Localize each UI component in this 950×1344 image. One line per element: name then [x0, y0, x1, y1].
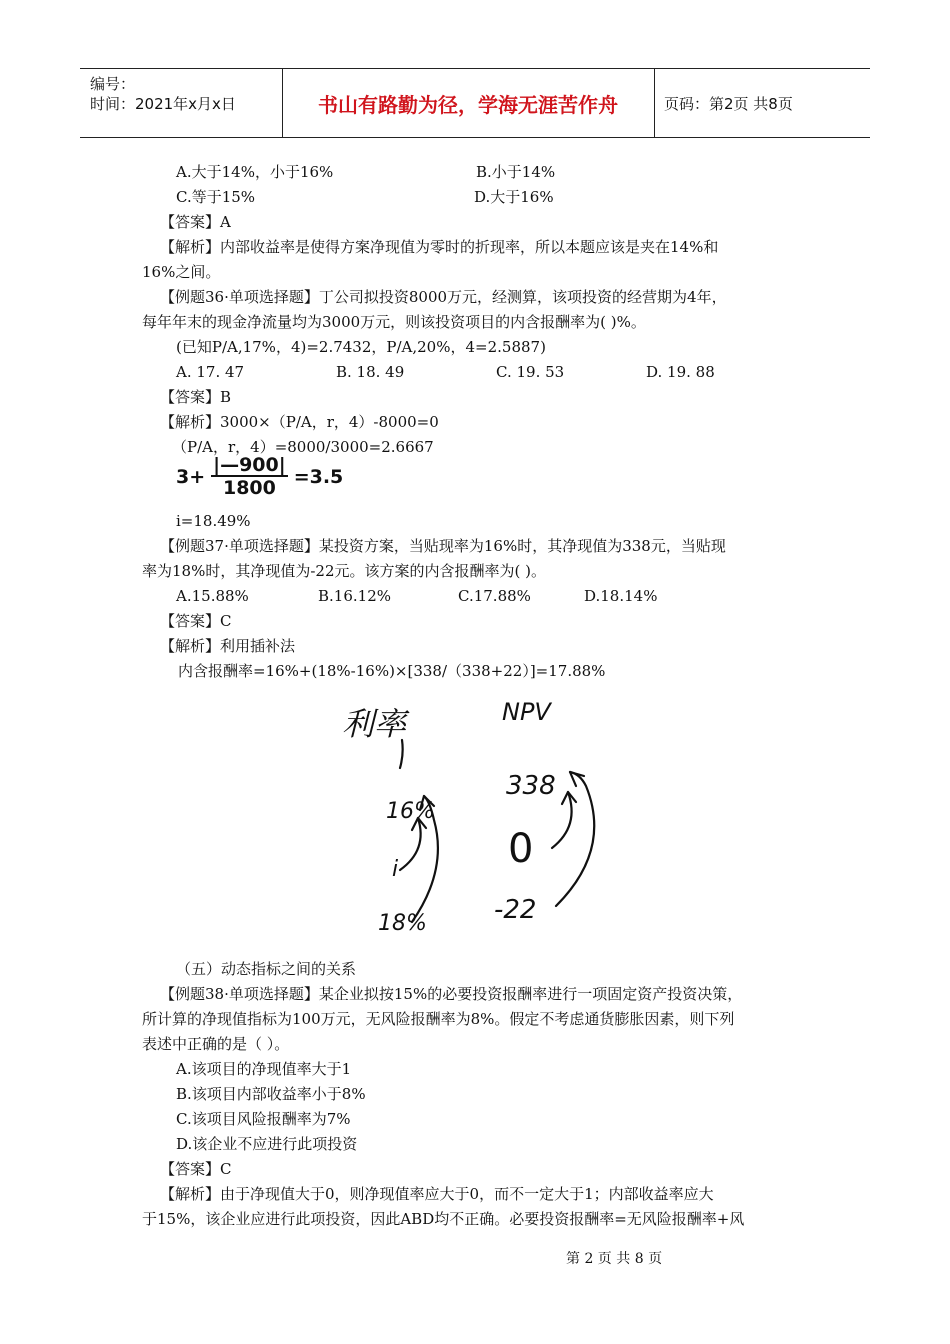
analysis-line: 【解析】由于净现值大于0，则净现值率应大于0，而不一定大于1；内部收益率应大: [160, 1185, 714, 1203]
analysis-line: （P/A，r，4）=8000/3000=2.6667: [172, 438, 434, 456]
header-motto: 书山有路勤为径，学海无涯苦作舟: [282, 69, 655, 137]
option-a: A. 17. 47: [176, 363, 245, 381]
analysis-line: 内含报酬率=16%+(18%-16%)×[338/（338+22）]=17.88%: [178, 662, 606, 680]
answer-line: 【答案】C: [160, 612, 232, 630]
option-b: B. 18. 49: [336, 363, 405, 381]
sketch-npv-338: 338: [506, 771, 556, 801]
answer-line: 【答案】B: [160, 388, 232, 406]
option-a: A.该项目的净现值率大于1: [176, 1060, 352, 1078]
option-c: C.17.88%: [458, 587, 531, 605]
option-c: C.等于15%: [176, 188, 256, 206]
answer-line: 【答案】A: [160, 213, 231, 231]
option-d: D.大于16%: [474, 188, 554, 206]
analysis-line: 16%之间。: [142, 263, 221, 281]
sketch-npv-title: NPV: [502, 698, 551, 726]
sketch-rate-i: i: [392, 857, 399, 882]
question-36-line: 每年年末的现金净流量均为3000万元，则该投资项目的内含报酬率为( )%。: [142, 313, 646, 331]
formula-lead: 3+: [176, 466, 206, 488]
question-38-line: 【例题38·单项选择题】某企业拟按15%的必要投资报酬率进行一项固定资产投资决策，: [160, 985, 743, 1003]
handwritten-interpolation-sketch: [330, 690, 630, 945]
doc-time-label: 时间：2021年x月x日: [90, 95, 236, 113]
sketch-npv-neg22: -22: [494, 895, 537, 925]
question-38-line: 所计算的净现值指标为100万元，无风险报酬率为8%。假定不考虑通货膨胀因素，则下列: [142, 1010, 735, 1028]
option-d: D.18.14%: [584, 587, 658, 605]
question-36-line: 【例题36·单项选择题】丁公司拟投资8000万元，经测算，该项投资的经营期为4年，: [160, 288, 727, 306]
option-d: D.该企业不应进行此项投资: [176, 1135, 358, 1153]
option-a: A.15.88%: [176, 587, 249, 605]
analysis-line: 【解析】3000×（P/A，r，4）-8000=0: [160, 413, 439, 431]
option-a: A.大于14%，小于16%: [176, 163, 334, 181]
formula-numerator: |—900|: [213, 454, 286, 476]
given-values-line: (已知P/A,17%，4)=2.7432，P/A,20%，4=2.5887): [176, 338, 546, 356]
result-line: i=18.49%: [176, 512, 251, 530]
question-38-line: 表述中正确的是（ ）。: [142, 1035, 290, 1053]
sketch-stroke: [400, 740, 403, 768]
analysis-line: 于15%，该企业应进行此项投资，因此ABD均不正确。必要投资报酬率=无风险报酬率+风: [142, 1210, 745, 1228]
sketch-inner-arc-left: [400, 818, 421, 870]
sketch-npv-0: 0: [508, 826, 534, 872]
option-c: C. 19. 53: [496, 363, 565, 381]
option-b: B.小于14%: [476, 163, 556, 181]
option-d: D. 19. 88: [646, 363, 715, 381]
formula-fraction: [211, 455, 288, 499]
analysis-line: 【解析】利用插补法: [160, 637, 296, 655]
question-37-line: 【例题37·单项选择题】某投资方案，当贴现率为16%时，其净现值为338元，当贴现: [160, 537, 726, 555]
analysis-line: 【解析】内部收益率是使得方案净现值为零时的折现率，所以本题应该是夹在14%和: [160, 238, 719, 256]
formula-result: =3.5: [293, 466, 344, 488]
page-footer: 第 2 页 共 8 页: [566, 1251, 663, 1267]
header-page-label: 页码：第2页 共8页: [664, 95, 793, 113]
sketch-rate-16: 16%: [386, 799, 435, 824]
option-b: B.该项目内部收益率小于8%: [176, 1085, 366, 1103]
section-heading: （五）动态指标之间的关系: [176, 960, 357, 978]
sketch-rate-18: 18%: [378, 911, 427, 936]
answer-line: 【答案】C: [160, 1160, 232, 1178]
option-c: C.该项目风险报酬率为7%: [176, 1110, 351, 1128]
formula-denominator: 1800: [222, 477, 276, 499]
interpolation-formula: [176, 455, 343, 499]
page-header: [80, 68, 870, 138]
option-b: B.16.12%: [318, 587, 391, 605]
question-37-line: 率为18%时，其净现值为-22元。该方案的内含报酬率为( )。: [142, 562, 546, 580]
sketch-rate-title: 利率: [342, 705, 407, 743]
header-meta: [80, 69, 283, 137]
doc-number-label: 编号：: [90, 75, 136, 93]
